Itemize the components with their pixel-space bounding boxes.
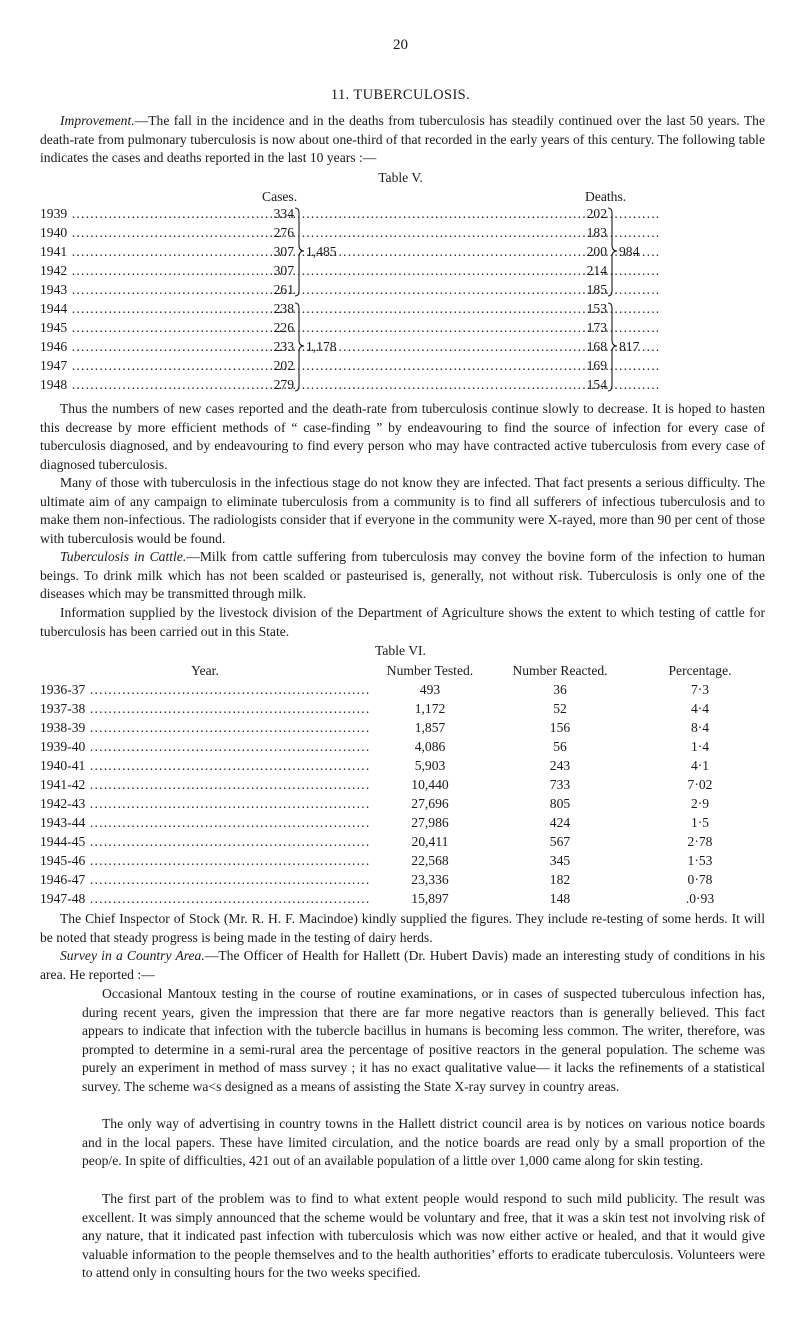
- table6-percentage: 2·9: [690, 796, 710, 811]
- table6-year: 1942-43 .....: [40, 795, 370, 814]
- table6-year: 1939-40 .....: [40, 738, 370, 757]
- quote-paragraph-2: The only way of advertising in country towns in the Hallett district council area is by notices on various notice boards and in the local papers. These have limited circulation, and the notice boards are read only by a small proportion of the peop/e. In spite of difficulties, 421 out of an available population of a little over 1,000 came along for skin testing.: [82, 1116, 765, 1169]
- table5-year: 1945 .....: [40, 319, 660, 338]
- table5-cases: 202: [273, 358, 294, 373]
- table6-reacted: 182: [549, 872, 571, 887]
- table6-tested: 23,336: [411, 872, 449, 887]
- table6-percentage: 7·02: [687, 777, 713, 792]
- table6-percentage: 8·4: [690, 720, 710, 735]
- paragraph-cattle: [40, 548, 765, 604]
- table6-percentage: 1·53: [687, 853, 713, 868]
- table6-percentage: 2·78: [687, 834, 713, 849]
- table6-reacted: 148: [549, 891, 571, 906]
- table6-tested: 4,086: [414, 739, 446, 754]
- table5-deaths: 154: [586, 377, 607, 392]
- table6: [0, 662, 801, 912]
- table5-cases-total: 1,178: [306, 339, 337, 354]
- table6-header-percentage: Percentage.: [668, 663, 732, 678]
- table6-caption: Table VI.: [375, 643, 426, 658]
- brace-deaths-1: [607, 207, 619, 297]
- table6-tested: 20,411: [411, 834, 449, 849]
- table6-year: 1943-44 .....: [40, 814, 370, 833]
- table5-deaths: 214: [586, 263, 607, 278]
- lead-cattle: Tuberculosis in Cattle.: [60, 549, 187, 564]
- table6-header-tested: Number Tested.: [386, 663, 474, 678]
- brace-cases-2: [294, 302, 306, 392]
- table5-year: 1942 .....: [40, 262, 660, 281]
- table5-deaths: 173: [586, 320, 607, 335]
- table6-reacted: 345: [549, 853, 571, 868]
- table5-deaths-total: 984: [619, 244, 640, 259]
- table6-percentage: 4·1: [690, 758, 710, 773]
- table6-year: 1938-39 .....: [40, 719, 370, 738]
- table5-year: 1939 .....: [40, 205, 660, 224]
- paragraph-improvement: [40, 112, 765, 168]
- table6-year: 1937-38 .....: [40, 700, 370, 719]
- table5-deaths: 202: [586, 206, 607, 221]
- table5-deaths: 169: [586, 358, 607, 373]
- page-number: 20: [393, 37, 408, 53]
- table6-year: 1941-42 .....: [40, 776, 370, 795]
- table5-cases: 276: [273, 225, 294, 240]
- table5-cases: 226: [273, 320, 294, 335]
- table5-cases: 233: [273, 339, 294, 354]
- table6-reacted: 56: [553, 739, 567, 754]
- table5-year: 1940 .....: [40, 224, 660, 243]
- text-improvement: —The fall in the incidence and in the deaths from tuberculosis has steadily continued over the last 50 years. The death-rate from pulmonary tuberculosis is now about one-third of that recorded in the early years of this century. The following table indicates the cases and deaths reported in the last 10 years :—: [40, 113, 765, 166]
- brace-deaths-2: [607, 302, 619, 392]
- paragraph-survey: [40, 947, 765, 984]
- section-heading: 11. TUBERCULOSIS.: [330, 87, 471, 103]
- quote-paragraph-1: Occasional Mantoux testing in the course of routine examinations, or in cases of suspected tuberculous infection has, during recent years, given the impression that there are far more negative reactors than is generally believed. This fact appears to indicate that infection with the tubercle bacillus in humans is becoming less common. The writer, therefore, was prompted to determine in a semi-rural area the percentage of positive reactors in the general population. The scheme was purely an experiment in method of mass survey ; it has no exact qualitative value— it lacks the refinements of a statistical survey. The scheme wa<s designed as a means of assisting the State X-ray survey in country areas.: [82, 986, 765, 1094]
- table6-reacted: 156: [549, 720, 571, 735]
- table6-reacted: 424: [549, 815, 571, 830]
- table6-tested: 1,172: [414, 701, 446, 716]
- table6-reacted: 567: [549, 834, 571, 849]
- table6-percentage: 7·3: [690, 682, 710, 697]
- table5-year: 1941 .....: [40, 243, 660, 262]
- table5-cases: 238: [273, 301, 294, 316]
- table5-year: 1944 .....: [40, 300, 660, 319]
- table5-cases: 334: [273, 206, 294, 221]
- table5-group2: [0, 300, 801, 400]
- brace-cases-1: [294, 207, 306, 297]
- paragraph-chief: The Chief Inspector of Stock (Mr. R. H. F. Macindoe) kindly supplied the figures. They include re-testing of some herds. It will be noted that steady progress is being made in the testing of dairy herds.: [40, 911, 765, 945]
- table5-deaths: 185: [586, 282, 607, 297]
- table6-year: 1947-48 .....: [40, 890, 370, 909]
- table5-deaths: 200: [586, 244, 607, 259]
- table6-year: 1936-37 .....: [40, 681, 370, 700]
- lead-survey: Survey in a Country Area.: [60, 948, 205, 963]
- table5-header-deaths: Deaths.: [585, 189, 627, 204]
- table6-tested: 493: [419, 682, 441, 697]
- table6-year: 1944-45 .....: [40, 833, 370, 852]
- table5-caption: Table V.: [378, 170, 423, 185]
- table6-tested: 5,903: [414, 758, 446, 773]
- table6-percentage: .0·93: [685, 891, 715, 906]
- table6-header-reacted: Number Reacted.: [512, 663, 608, 678]
- table6-tested: 27,986: [411, 815, 449, 830]
- table5-header-cases: Cases.: [262, 189, 298, 204]
- table6-reacted: 52: [553, 701, 567, 716]
- table6-percentage: 0·78: [687, 872, 713, 887]
- text-cattle: —Milk from cattle suffering from tuberculosis may convey the bovine form of the infection to human beings. To drink milk which has not been scalded or pasteurised is, generally, not without risk. Tuberculosis is only one of the diseases which may be transmitted through milk.: [40, 549, 766, 602]
- paragraph-information: Information supplied by the livestock division of the Department of Agriculture shows the extent to which testing of cattle for tuberculosis has been carried out in this State.: [40, 605, 765, 639]
- table5-deaths: 183: [586, 225, 607, 240]
- table6-reacted: 36: [553, 682, 567, 697]
- table5-cases: 307: [273, 244, 294, 259]
- table6-tested: 15,897: [411, 891, 449, 906]
- table5-deaths-total: 817: [619, 339, 640, 354]
- table5-year: 1946 .....: [40, 338, 660, 357]
- table6-reacted: 243: [549, 758, 571, 773]
- table6-year: 1940-41 .....: [40, 757, 370, 776]
- table6-percentage: 4·4: [690, 701, 710, 716]
- table6-reacted: 805: [549, 796, 571, 811]
- quote-paragraph-3: The first part of the problem was to find to what extent people would respond to such mild publicity. The result was excellent. It was simply announced that the scheme would be voluntary and free, that it was a skin test not involving risk of any nature, that it indicated past infection with tuberculosis which was now either active or healed, and that it would give valuable information to the people themselves and to the health authorities’ efforts to eradicate tuberculosis. Volunteers were to attend only in consulting hours for the two weeks specified.: [82, 1191, 765, 1281]
- table5-year: 1947 .....: [40, 357, 660, 376]
- table5-year: 1948 .....: [40, 376, 660, 395]
- table5-cases: 279: [273, 377, 294, 392]
- table6-percentage: 1·5: [690, 815, 710, 830]
- table6-tested: 27,696: [411, 796, 449, 811]
- text-survey: —The Officer of Health for Hallett (Dr. Hubert Davis) made an interesting study of conditions in his area. He reported :—: [40, 948, 765, 982]
- table6-percentage: 1·4: [690, 739, 710, 754]
- table6-reacted: 733: [549, 777, 571, 792]
- table5-cases: 307: [273, 263, 294, 278]
- paragraph-thus: Thus the numbers of new cases reported and the death-rate from tuberculosis continue slowly to decrease. It is hoped to hasten this decrease by more efficient methods of “ case-finding ” by endeavouring to find the source of infection for every case of tuberculosis diagnosed, and by endeavouring to find every person who may have contracted active tuberculosis from every case of diagnosed tuberculosis.: [40, 401, 765, 472]
- table5-deaths: 153: [586, 301, 607, 316]
- table6-year: 1946-47 .....: [40, 871, 370, 890]
- table5-cases: 261: [273, 282, 294, 297]
- table6-header-year: Year.: [191, 663, 219, 678]
- table6-tested: 10,440: [411, 777, 449, 792]
- table6-tested: 22,568: [411, 853, 449, 868]
- table5-group1: [0, 205, 801, 305]
- table5-cases-total: 1,485: [306, 244, 337, 259]
- table6-tested: 1,857: [414, 720, 446, 735]
- table5-year: 1943 .....: [40, 281, 660, 300]
- paragraph-many: Many of those with tuberculosis in the infectious stage do not know they are infected. That fact presents a serious difficulty. The ultimate aim of any campaign to eliminate tuberculosis from a community is to find all sufferers of infectious tuberculosis and to make them non-infectious. The radiologists consider that if everyone in the community were X-rayed, more than 90 per cent of those with tuberculosis would be found.: [40, 475, 765, 546]
- lead-improvement: Improvement.: [60, 113, 135, 128]
- table5-deaths: 168: [586, 339, 607, 354]
- table6-year: 1945-46 .....: [40, 852, 370, 871]
